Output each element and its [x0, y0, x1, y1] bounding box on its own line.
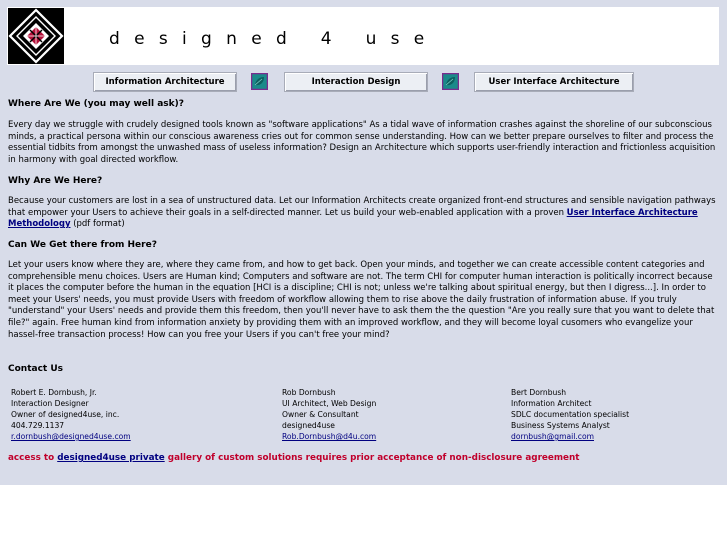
contact-name: Bert Dornbush [511, 388, 567, 397]
section-heading-where: Where Are We (you may well ask)? [8, 99, 184, 109]
contact-phone: 404.729.1137 [11, 421, 65, 430]
private-gallery-link[interactable]: designed4use private [57, 453, 165, 463]
diamond-logo-icon[interactable] [8, 8, 64, 64]
contact-role: Information Architect [511, 399, 592, 408]
nav-information-architecture-button[interactable]: Information Architecture [93, 72, 237, 92]
nda-notice [8, 453, 579, 463]
site-title: designed 4 use [109, 29, 439, 49]
ui-architecture-methodology-link[interactable]: User Interface Architecture Methodology [8, 207, 698, 230]
contact-card [511, 387, 629, 442]
teal-leaf-icon [251, 73, 268, 90]
section-heading-why: Why Are We Here? [8, 176, 103, 186]
contact-email-link[interactable]: r.dornbush@designed4use.com [11, 432, 131, 441]
contact-title: Owner of designed4use, inc. [11, 410, 120, 419]
contact-name: Robert E. Dornbush, Jr. [11, 388, 97, 397]
contact-role: UI Architect, Web Design [282, 399, 377, 408]
contact-title: Owner & Consultant [282, 410, 359, 419]
contact-email-link[interactable]: Rob.Dornbush@d4u.com [282, 432, 377, 441]
contact-name: Rob Dornbush [282, 388, 336, 397]
teal-leaf-icon [442, 73, 459, 90]
nav-interaction-design-button[interactable]: Interaction Design [284, 72, 428, 92]
section-body-where: Every day we struggle with crudely designed tools known as "software applications" As a tidal wave of information crashes against the shoreline of our subconscious minds, a practical persona within our conscious awareness cries out for common sense understanding. How can we better prepare ourselves to filter and process the essential tidbits from amongst the unwashed mass of useless information? Design an Architecture which supports user-friendly interaction and frictionless acquisition in harmony with goal directed workflow. [8, 120, 716, 165]
pdf-format-note: (pdf format) [73, 219, 125, 230]
nav-user-interface-architecture-button[interactable]: User Interface Architecture [474, 72, 634, 92]
contact-title: SDLC documentation specialist [511, 410, 630, 419]
contact-email-link[interactable]: dornbush@gmail.com [511, 432, 594, 441]
nda-suffix: gallery of custom solutions requires prior acceptance of non-disclosure agreement [167, 453, 580, 463]
section-body-can: Let your users know where they are, where they came from, and how to get back. Open your minds, and together we can create accessible content categories and comprehensible menu choices. Users are Human kind; Computers and software are not. The term CHI for computer human interaction is politically incorrect because it places the computer before the human in the equation [HCI is a discipline; CHI is not; unless we're talking about spiritual energy, but then I digress...]. In order to meet your Users' needs, you must provide Users with freedom of workflow allowing them to rise above the daily frustration of information abuse. If you truly "understand" your Users' needs and provide them this freedom, then you'll never have to ask them the the question "Are you really sure that you want to delete that file?" again. Free human kind from information anxiety by providing them with an improved workflow, and they will become loyal cusomers who evangelize your hassel-free transaction process! How can you free your Users if you can't free your mind? [8, 260, 715, 340]
section-body-why [8, 196, 716, 231]
contact-card [282, 387, 376, 442]
contact-company: designed4use [282, 421, 335, 430]
nda-prefix: access to [8, 453, 55, 463]
section-body-why-text: Because your customers are lost in a sea of unstructured data. Let our Information Architects create organized front-end structures and sensible navigation pathways that empower your Users to achieve their goals in a self-directed manner. Let us build your web-enabled application with a proven [8, 196, 716, 218]
header-banner [7, 7, 719, 65]
section-heading-contact: Contact Us [8, 364, 64, 374]
contact-title-2: Business Systems Analyst [511, 421, 610, 430]
contact-role: Interaction Designer [11, 399, 89, 408]
contact-card [11, 387, 131, 442]
section-heading-can: Can We Get there from Here? [8, 240, 157, 250]
